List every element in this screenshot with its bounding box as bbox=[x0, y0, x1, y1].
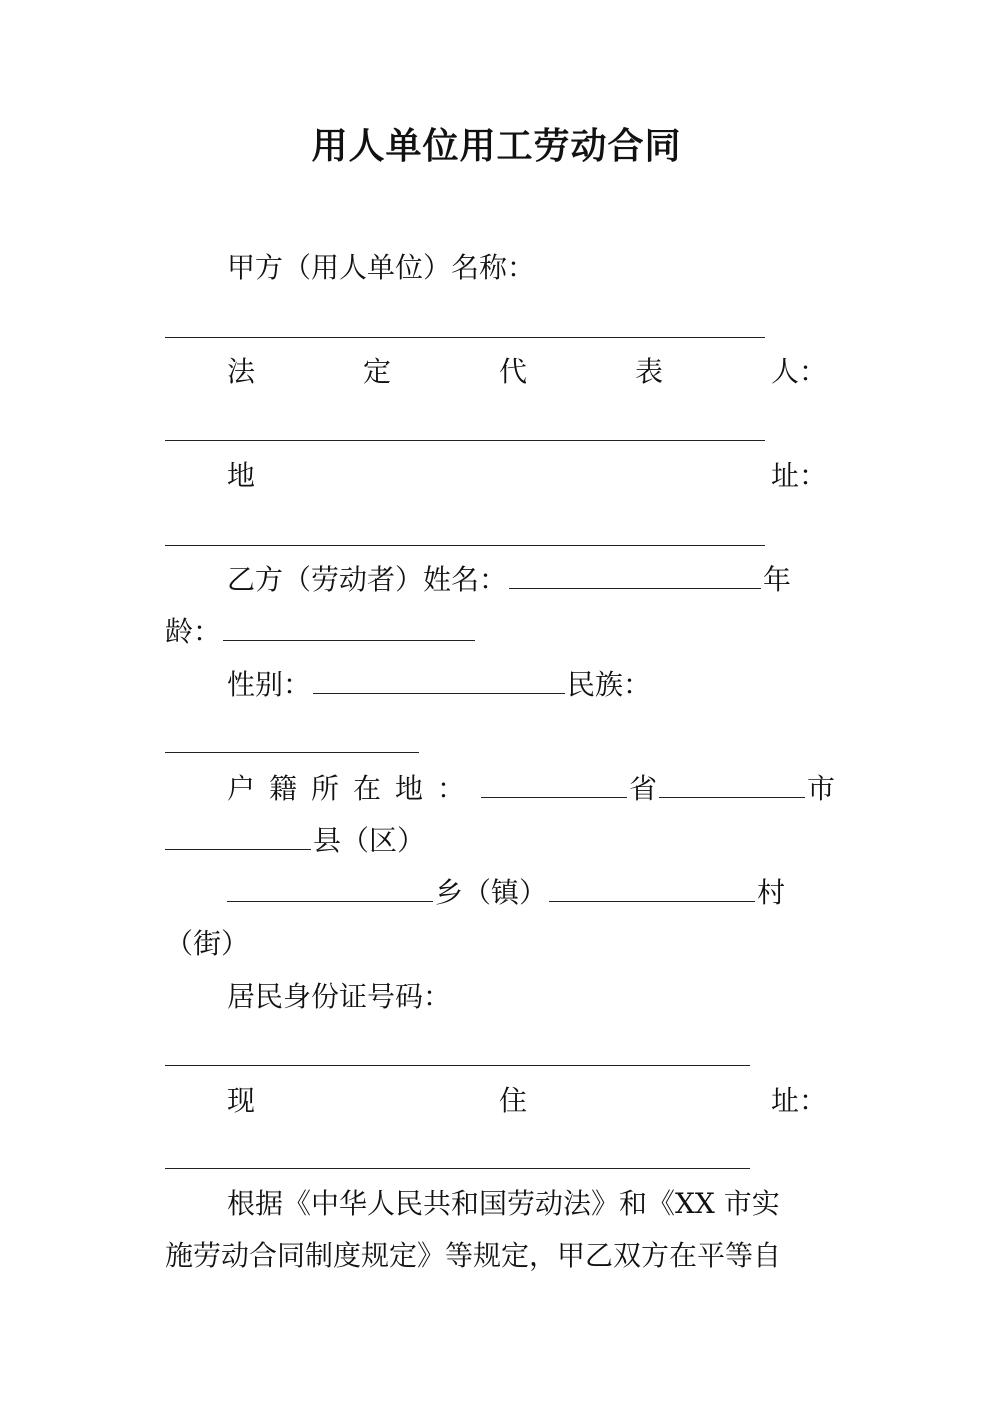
party-a-name-blank[interactable] bbox=[165, 337, 765, 338]
county-label: 县（区） bbox=[313, 824, 426, 857]
age-label-part2: 龄： bbox=[165, 615, 222, 648]
age-label-part1: 年 bbox=[763, 563, 792, 596]
party-b-name-row bbox=[227, 562, 791, 598]
hukou-row bbox=[227, 771, 835, 807]
ethnicity-blank[interactable] bbox=[165, 752, 419, 753]
rep-char-2: 定 bbox=[362, 355, 391, 388]
township-row bbox=[227, 875, 785, 911]
residence-char-2: 住 bbox=[498, 1084, 527, 1117]
county-blank[interactable] bbox=[165, 823, 311, 850]
age-row bbox=[165, 614, 477, 650]
rep-char-1: 法 bbox=[227, 355, 256, 388]
gender-blank[interactable] bbox=[313, 667, 565, 694]
document-title: 用人单位用工劳动合同 bbox=[311, 126, 682, 167]
body-paragraph-line-2: 施劳动合同制度规定》等规定，甲乙双方在平等自 bbox=[165, 1239, 782, 1272]
residence-blank[interactable] bbox=[165, 1168, 750, 1169]
legal-representative-blank[interactable] bbox=[165, 440, 765, 441]
township-label: 乡（镇） bbox=[435, 876, 548, 909]
body-paragraph-line-1: 根据《中华人民共和国劳动法》和《XX 市实 bbox=[227, 1187, 780, 1220]
party-a-name-label: 甲方（用人单位）名称： bbox=[227, 251, 536, 284]
rep-char-3: 代 bbox=[498, 355, 527, 388]
rep-char-4: 表 bbox=[634, 355, 663, 388]
addr-char-1: 地 bbox=[227, 459, 256, 492]
party-a-address-label bbox=[227, 458, 827, 494]
gender-label: 性别： bbox=[227, 668, 312, 701]
age-blank[interactable] bbox=[223, 614, 475, 641]
ethnicity-label: 民族： bbox=[567, 668, 652, 701]
hukou-label: 户籍所在地： bbox=[227, 772, 480, 805]
id-number-blank[interactable] bbox=[165, 1065, 750, 1066]
city-blank[interactable] bbox=[659, 771, 805, 798]
id-number-label: 居民身份证号码： bbox=[227, 980, 452, 1013]
party-b-name-label: 乙方（劳动者）姓名： bbox=[227, 563, 508, 596]
village-label: 村 bbox=[757, 876, 786, 909]
residence-char-3: 址： bbox=[770, 1084, 827, 1117]
province-label: 省 bbox=[629, 772, 658, 805]
party-b-name-blank[interactable] bbox=[509, 562, 761, 589]
residence-label bbox=[227, 1083, 827, 1119]
rep-char-5: 人： bbox=[770, 355, 827, 388]
party-a-address-blank[interactable] bbox=[165, 545, 765, 546]
township-blank[interactable] bbox=[227, 875, 433, 902]
county-row bbox=[165, 823, 425, 859]
province-blank[interactable] bbox=[481, 771, 627, 798]
legal-representative-label bbox=[227, 354, 827, 390]
city-label: 市 bbox=[807, 772, 836, 805]
gender-row bbox=[227, 667, 651, 703]
village-blank[interactable] bbox=[549, 875, 755, 902]
street-label: （街） bbox=[165, 927, 250, 960]
addr-char-2: 址： bbox=[770, 459, 827, 492]
residence-char-1: 现 bbox=[227, 1084, 256, 1117]
